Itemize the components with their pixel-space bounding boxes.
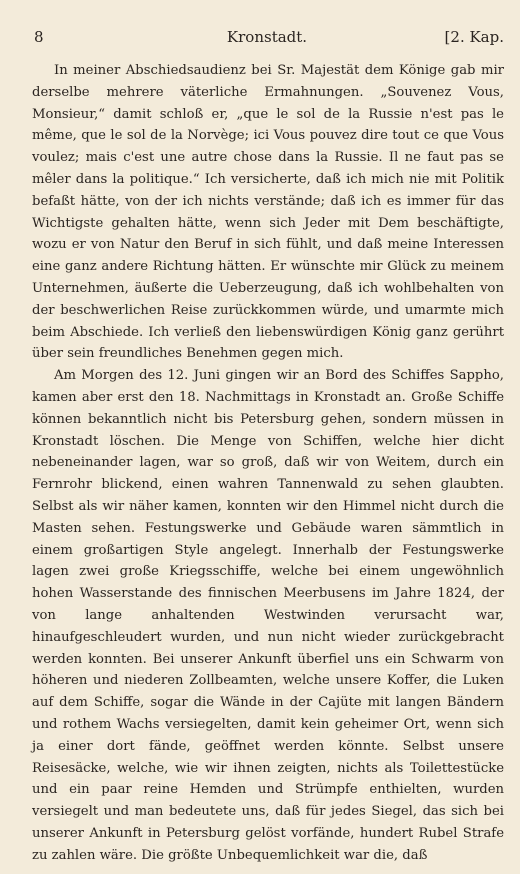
running-title: Kronstadt.: [226, 28, 308, 46]
body-text: [32, 60, 504, 866]
paragraph-kronstadt-arrival: Am Morgen des 12. Juni gingen wir an Bord des Schiffes Sappho, kamen aber erst den 18. Nachmittags in Kronstadt an. Große Schiffe können bekanntlich nicht bis Petersburg gehen, sondern müssen in Kronstadt löschen. Die Menge von Schiffen, welche hier dicht nebeneinander lagen, war so groß, daß wir von Weitem, durch ein Fernrohr blickend, einen wahren Tannenwald zu sehen glaubten. Selbst als wir näher kamen, konnten wir den Himmel nicht durch die Masten sehen. Festungswerke und Gebäude waren sämmtlich in einem großartigen Style angelegt. Innerhalb der Festungswerke lagen zwei große Kriegsschiffe, welche bei einem ungewöhnlich hohen Wasserstande des finnischen Meerbusens im Jahre 1824, der von lange anhaltenden Westwinden verursacht war, hinaufgeschleudert wurden, und nun nicht wieder zurückgebracht werden konnten. Bei unserer Ankunft überfiel uns ein Schwarm von höheren und niederen Zollbeamten, welche unsere Koffer, die Luken auf dem Schiffe, sogar die Wände in der Cajüte mit langen Bändern und rothem Wachs versiegelten, damit kein geheimer Ort, wenn sich ja einer dort fände, geöffnet werden könnte. Selbst unsere Reisesäcke, welche, wie wir ihnen zeigten, nichts als Toilettestücke und ein paar reine Hemden und Strümpfe enthielten, wurden versiegelt und man bedeutete uns, daß für jedes Siegel, das sich bei unserer Ankunft in Petersburg gelöst vorfände, hundert Rubel Strafe zu zahlen wäre. Die größte Unbequemlichkeit war die, daß: [32, 368, 504, 863]
chapter-reference: [2. Kap.: [444, 28, 504, 46]
running-head: [30, 28, 504, 52]
paragraph-audience: In meiner Abschiedsaudienz bei Sr. Majestät dem Könige gab mir derselbe mehrere väterliche Ermahnungen. „Souvenez Vous, Monsieur,“ damit schloß er, „que le sol de la Russie n'est pas le même, que le sol de la Norvège; ici Vous pouvez dire tout ce que Vous voulez; mais c'est une autre chose dans la Russie. Il ne faut pas se mêler dans la politique.“ Ich versicherte, daß ich mich nie mit Politik befaßt hätte, von der ich nichts verstände; daß ich es immer für das Wichtigste gehalten hätte, wenn sich Jeder mit Dem beschäftigte, wozu er von Natur den Beruf in sich fühlt, und daß meine Interessen eine ganz andere Richtung hätten. Er wünschte mir Glück zu meinem Unternehmen, äußerte die Ueberzeugung, daß ich wohlbehalten von der beschwerlichen Reise zurückkommen würde, und umarmte mich beim Abschiede. Ich verließ den liebenswürdigen König ganz gerührt über sein freundliches Benehmen gegen mich.: [32, 63, 504, 362]
page-number: 8: [34, 28, 44, 46]
